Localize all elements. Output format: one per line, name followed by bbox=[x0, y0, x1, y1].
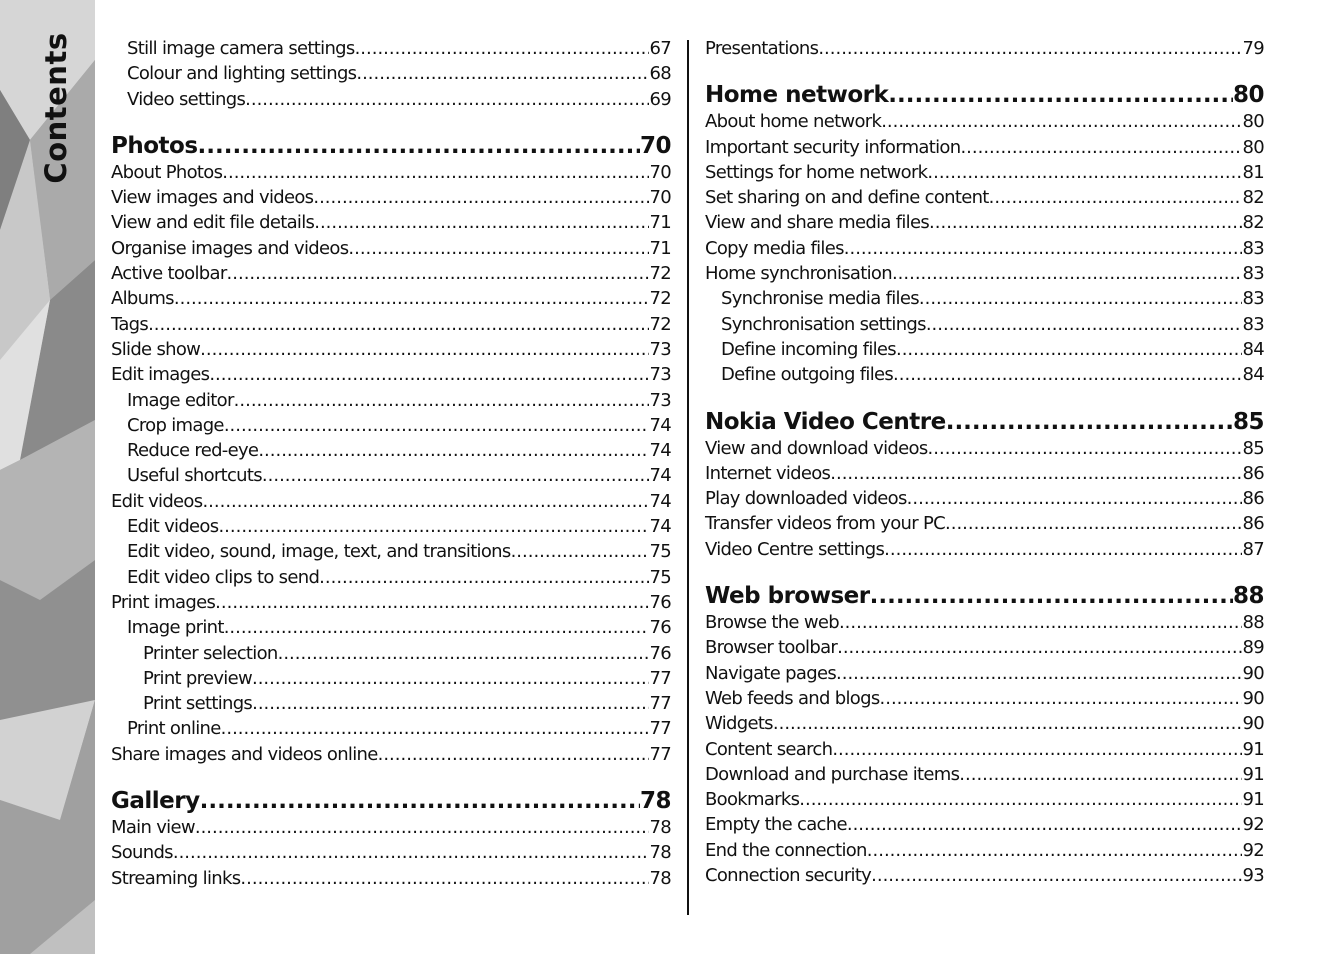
toc-page-number: 78 bbox=[649, 817, 671, 839]
toc-entry-title: Settings for home network bbox=[705, 161, 928, 183]
toc-page-number: 71 bbox=[649, 237, 671, 259]
toc-entry bbox=[111, 565, 671, 590]
dot-leader bbox=[884, 537, 1242, 562]
dot-leader bbox=[258, 438, 649, 463]
toc-entry-title: Connection security bbox=[705, 865, 872, 887]
toc-entry bbox=[111, 185, 671, 210]
toc-page-number: 80 bbox=[1242, 136, 1264, 158]
toc-entry bbox=[705, 511, 1264, 536]
dot-leader bbox=[871, 863, 1242, 888]
dot-leader bbox=[799, 787, 1242, 812]
toc-entry bbox=[705, 337, 1264, 362]
toc-section-heading bbox=[705, 408, 1264, 436]
toc-entry-title: Widgets bbox=[705, 713, 773, 735]
toc-page-number: 74 bbox=[649, 516, 671, 538]
dot-leader bbox=[892, 261, 1243, 286]
toc-page-number: 70 bbox=[649, 187, 671, 209]
toc-page-number: 73 bbox=[649, 338, 671, 360]
toc-entry bbox=[705, 537, 1264, 562]
toc-entry-title: Video Centre settings bbox=[705, 538, 885, 560]
toc-entry bbox=[111, 815, 671, 840]
dot-leader bbox=[262, 463, 650, 488]
toc-entry bbox=[705, 838, 1264, 863]
toc-page-number: 75 bbox=[649, 541, 671, 563]
toc-entry bbox=[111, 666, 671, 691]
toc-page-number: 74 bbox=[649, 465, 671, 487]
dot-leader bbox=[837, 635, 1242, 660]
dot-leader bbox=[348, 236, 649, 261]
toc-page-number: 91 bbox=[1242, 789, 1264, 811]
toc-entry-title: Define outgoing files bbox=[721, 364, 894, 386]
toc-entry bbox=[111, 388, 671, 413]
toc-page-number: 93 bbox=[1242, 865, 1264, 887]
toc-page-number: 82 bbox=[1242, 212, 1264, 234]
toc-entry bbox=[705, 36, 1264, 61]
toc-page-number: 83 bbox=[1242, 288, 1264, 310]
toc-page-number: 84 bbox=[1242, 364, 1264, 386]
dot-leader bbox=[888, 81, 1233, 109]
dot-leader bbox=[227, 261, 650, 286]
dot-leader bbox=[870, 582, 1233, 610]
toc-entry bbox=[111, 312, 671, 337]
toc-page-number: 82 bbox=[1242, 187, 1264, 209]
toc-page-number: 75 bbox=[649, 566, 671, 588]
dot-leader bbox=[202, 489, 649, 514]
toc-entry-title: Edit images bbox=[111, 364, 210, 386]
toc-entry bbox=[705, 436, 1264, 461]
toc-page-number: 91 bbox=[1242, 763, 1264, 785]
toc-page-number: 84 bbox=[1242, 338, 1264, 360]
toc-page-number: 81 bbox=[1242, 161, 1264, 183]
toc-entry bbox=[705, 135, 1264, 160]
toc-section-heading bbox=[705, 81, 1264, 109]
toc-entry-title: Play downloaded videos bbox=[705, 488, 907, 510]
dot-leader bbox=[844, 236, 1243, 261]
dot-leader bbox=[927, 160, 1242, 185]
toc-entry-title: Browser toolbar bbox=[705, 637, 838, 659]
toc-entry bbox=[705, 863, 1264, 888]
dot-leader bbox=[926, 312, 1243, 337]
toc-entry-title: Web feeds and blogs bbox=[705, 687, 880, 709]
sidebar-title: Contents bbox=[39, 32, 73, 184]
toc-page-number: 76 bbox=[649, 591, 671, 613]
toc-entry-title: Image editor bbox=[127, 389, 234, 411]
dot-leader bbox=[960, 135, 1242, 160]
toc-page-number: 78 bbox=[639, 788, 671, 815]
toc-entry bbox=[111, 61, 671, 86]
toc-entry-title: End the connection bbox=[705, 839, 867, 861]
toc-entry bbox=[111, 236, 671, 261]
toc-entry-title: About Photos bbox=[111, 161, 223, 183]
toc-entry bbox=[111, 160, 671, 185]
toc-entry-title: View and download videos bbox=[705, 437, 928, 459]
toc-entry-title: Main view bbox=[111, 817, 195, 839]
dot-leader bbox=[218, 514, 649, 539]
dot-leader bbox=[240, 866, 649, 891]
toc-entry bbox=[111, 362, 671, 387]
toc-page-number: 90 bbox=[1242, 713, 1264, 735]
toc-page-number: 83 bbox=[1242, 313, 1264, 335]
toc-page-number: 77 bbox=[649, 718, 671, 740]
toc-page-number: 70 bbox=[639, 132, 671, 159]
dot-leader bbox=[919, 286, 1243, 311]
toc-page-number: 74 bbox=[649, 490, 671, 512]
dot-leader bbox=[252, 691, 649, 716]
toc-entry-title: Active toolbar bbox=[111, 263, 227, 285]
toc-page-number: 73 bbox=[649, 389, 671, 411]
toc-entry-title: Edit videos bbox=[127, 516, 219, 538]
toc-entry-title: Download and purchase items bbox=[705, 763, 960, 785]
dot-leader bbox=[174, 286, 650, 311]
toc-entry-title: Define incoming files bbox=[721, 338, 896, 360]
toc-page-number: 90 bbox=[1242, 662, 1264, 684]
toc-entry-title: Synchronise media files bbox=[721, 288, 919, 310]
toc-page-number: 91 bbox=[1242, 738, 1264, 760]
toc-entry bbox=[705, 661, 1264, 686]
toc-entry-title: Nokia Video Centre bbox=[705, 408, 946, 435]
toc-entry-title: Content search bbox=[705, 738, 833, 760]
toc-entry-title: Useful shortcuts bbox=[127, 465, 262, 487]
dot-leader bbox=[896, 337, 1243, 362]
dot-leader bbox=[929, 210, 1242, 235]
toc-entry-title: Still image camera settings bbox=[127, 38, 355, 59]
toc-entry-title: View and edit file details bbox=[111, 212, 315, 234]
toc-section-heading bbox=[705, 582, 1264, 610]
toc-page-number: 86 bbox=[1242, 488, 1264, 510]
dot-leader bbox=[234, 388, 650, 413]
toc-left-column bbox=[111, 36, 671, 891]
toc-entry bbox=[705, 610, 1264, 635]
toc-entry-title: Home network bbox=[705, 82, 889, 109]
toc-section-heading bbox=[111, 132, 671, 160]
toc-entry-title: Slide show bbox=[111, 338, 201, 360]
dot-leader bbox=[893, 362, 1242, 387]
toc-entry bbox=[111, 590, 671, 615]
toc-entry-title: Photos bbox=[111, 132, 198, 159]
toc-entry bbox=[111, 866, 671, 891]
toc-entry-title: Printer selection bbox=[143, 642, 278, 664]
toc-page-number: 80 bbox=[1232, 82, 1264, 109]
dot-leader bbox=[832, 737, 1242, 762]
toc-entry-title: Print images bbox=[111, 591, 216, 613]
toc-entry bbox=[111, 438, 671, 463]
toc-page-number: 70 bbox=[649, 161, 671, 183]
dot-leader bbox=[511, 539, 650, 564]
dot-leader bbox=[224, 413, 650, 438]
toc-entry-title: Image print bbox=[127, 617, 224, 639]
toc-entry bbox=[111, 286, 671, 311]
toc-entry-title: Print preview bbox=[143, 667, 252, 689]
dot-leader bbox=[198, 132, 640, 160]
dot-leader bbox=[245, 87, 649, 112]
toc-page-number: 71 bbox=[649, 212, 671, 234]
toc-page-number: 87 bbox=[1242, 538, 1264, 560]
toc-page-number: 86 bbox=[1242, 513, 1264, 535]
toc-page-number: 77 bbox=[649, 667, 671, 689]
toc-entry bbox=[705, 210, 1264, 235]
toc-entry-title: Transfer videos from your PC bbox=[705, 513, 945, 535]
dot-leader bbox=[195, 815, 650, 840]
dot-leader bbox=[830, 461, 1242, 486]
toc-page-number: 69 bbox=[649, 88, 671, 110]
toc-page-number: 77 bbox=[649, 693, 671, 715]
toc-page-number: 76 bbox=[649, 642, 671, 664]
toc-page-number: 78 bbox=[649, 867, 671, 889]
toc-entry-title: Copy media files bbox=[705, 237, 844, 259]
toc-entry bbox=[705, 737, 1264, 762]
dot-leader bbox=[946, 408, 1233, 436]
toc-entry bbox=[705, 362, 1264, 387]
column-divider bbox=[687, 40, 689, 915]
toc-page-number: 80 bbox=[1242, 111, 1264, 133]
toc-entry-title: Organise images and videos bbox=[111, 237, 349, 259]
toc-entry-title: Presentations bbox=[705, 38, 819, 59]
dot-leader bbox=[818, 36, 1242, 61]
dot-leader bbox=[836, 661, 1242, 686]
dot-leader bbox=[319, 565, 649, 590]
toc-page-number: 88 bbox=[1232, 583, 1264, 610]
toc-entry bbox=[705, 461, 1264, 486]
toc-entry bbox=[705, 261, 1264, 286]
toc-entry bbox=[705, 160, 1264, 185]
toc-page-number: 88 bbox=[1242, 612, 1264, 634]
toc-entry bbox=[111, 641, 671, 666]
dot-leader bbox=[773, 711, 1243, 736]
toc-entry-title: View images and videos bbox=[111, 187, 314, 209]
toc-entry bbox=[111, 36, 671, 61]
toc-entry-title: About home network bbox=[705, 111, 882, 133]
dot-leader bbox=[880, 686, 1243, 711]
toc-entry bbox=[111, 514, 671, 539]
toc-page-number: 86 bbox=[1242, 462, 1264, 484]
toc-entry bbox=[111, 539, 671, 564]
dot-leader bbox=[907, 486, 1243, 511]
toc-page-number: 90 bbox=[1242, 687, 1264, 709]
toc-entry bbox=[111, 840, 671, 865]
sidebar-decoration bbox=[0, 0, 95, 954]
toc-page-number: 83 bbox=[1242, 237, 1264, 259]
toc-entry-title: Edit video, sound, image, text, and transitions bbox=[127, 541, 511, 563]
dot-leader bbox=[215, 590, 649, 615]
toc-entry bbox=[705, 686, 1264, 711]
toc-entry-title: Internet videos bbox=[705, 462, 831, 484]
toc-entry-title: Crop image bbox=[127, 414, 224, 436]
toc-page-number: 72 bbox=[649, 263, 671, 285]
toc-page-number: 77 bbox=[649, 743, 671, 765]
dot-leader bbox=[959, 762, 1242, 787]
dot-leader bbox=[278, 641, 650, 666]
toc-page-number: 67 bbox=[649, 38, 671, 59]
toc-page-number: 72 bbox=[649, 288, 671, 310]
toc-section-heading bbox=[111, 787, 671, 815]
dot-leader bbox=[200, 337, 649, 362]
toc-entry bbox=[111, 463, 671, 488]
toc-entry-title: Empty the cache bbox=[705, 814, 847, 836]
dot-leader bbox=[355, 36, 650, 61]
toc-page-number: 74 bbox=[649, 414, 671, 436]
toc-entry-title: Edit video clips to send bbox=[127, 566, 320, 588]
toc-entry-title: Edit videos bbox=[111, 490, 203, 512]
toc-page-number: 74 bbox=[649, 440, 671, 462]
dot-leader bbox=[209, 362, 649, 387]
dot-leader bbox=[148, 312, 649, 337]
toc-entry-title: Navigate pages bbox=[705, 662, 836, 684]
toc-entry-title: Video settings bbox=[127, 88, 246, 110]
toc-entry bbox=[111, 489, 671, 514]
toc-entry bbox=[705, 711, 1264, 736]
toc-entry bbox=[705, 109, 1264, 134]
dot-leader bbox=[222, 160, 649, 185]
toc-entry bbox=[705, 236, 1264, 261]
dot-leader bbox=[928, 436, 1243, 461]
toc-entry-title: Important security information bbox=[705, 136, 961, 158]
toc-page-number: 85 bbox=[1232, 408, 1264, 435]
toc-page-number: 72 bbox=[649, 313, 671, 335]
toc-entry bbox=[705, 286, 1264, 311]
toc-entry bbox=[705, 312, 1264, 337]
dot-leader bbox=[224, 615, 650, 640]
toc-page-number: 79 bbox=[1242, 38, 1264, 59]
toc-entry bbox=[111, 337, 671, 362]
toc-page-number: 68 bbox=[649, 63, 671, 85]
toc-entry bbox=[111, 413, 671, 438]
dot-leader bbox=[314, 210, 649, 235]
toc-entry bbox=[705, 185, 1264, 210]
toc-entry bbox=[111, 87, 671, 112]
toc-entry-title: Print online bbox=[127, 718, 221, 740]
toc-entry bbox=[111, 716, 671, 741]
toc-page-number: 92 bbox=[1242, 814, 1264, 836]
toc-entry-title: Set sharing on and define content bbox=[705, 187, 989, 209]
toc-entry bbox=[705, 787, 1264, 812]
toc-entry-title: Tags bbox=[111, 313, 149, 335]
dot-leader bbox=[221, 716, 650, 741]
toc-right-column bbox=[705, 36, 1264, 888]
dot-leader bbox=[378, 742, 650, 767]
toc-entry-title: Albums bbox=[111, 288, 174, 310]
toc-entry bbox=[111, 261, 671, 286]
toc-entry-title: Print settings bbox=[143, 693, 253, 715]
toc-entry bbox=[111, 210, 671, 235]
toc-entry-title: Gallery bbox=[111, 788, 200, 815]
dot-leader bbox=[945, 511, 1242, 536]
toc-entry-title: Web browser bbox=[705, 583, 870, 610]
dot-leader bbox=[867, 838, 1243, 863]
toc-page-number: 83 bbox=[1242, 263, 1264, 285]
toc-page-number: 76 bbox=[649, 617, 671, 639]
dot-leader bbox=[839, 610, 1243, 635]
toc-entry-title: Browse the web bbox=[705, 612, 839, 634]
toc-entry-title: Sounds bbox=[111, 842, 173, 864]
toc-entry-title: Home synchronisation bbox=[705, 263, 892, 285]
toc-entry-title: Streaming links bbox=[111, 867, 241, 889]
toc-entry-title: View and share media files bbox=[705, 212, 930, 234]
dot-leader bbox=[881, 109, 1242, 134]
toc-entry-title: Reduce red-eye bbox=[127, 440, 259, 462]
toc-entry-title: Synchronisation settings bbox=[721, 313, 926, 335]
toc-entry bbox=[111, 691, 671, 716]
toc-entry-title: Colour and lighting settings bbox=[127, 63, 357, 85]
toc-page-number: 85 bbox=[1242, 437, 1264, 459]
toc-entry bbox=[705, 486, 1264, 511]
dot-leader bbox=[200, 787, 640, 815]
toc-entry bbox=[111, 615, 671, 640]
toc-entry bbox=[705, 812, 1264, 837]
toc-entry bbox=[111, 742, 671, 767]
toc-entry bbox=[705, 762, 1264, 787]
toc-page-number: 73 bbox=[649, 364, 671, 386]
toc-page-number: 92 bbox=[1242, 839, 1264, 861]
toc-entry bbox=[705, 635, 1264, 660]
toc-page-number: 78 bbox=[649, 842, 671, 864]
dot-leader bbox=[989, 185, 1243, 210]
toc-entry-title: Bookmarks bbox=[705, 789, 800, 811]
dot-leader bbox=[173, 840, 650, 865]
dot-leader bbox=[356, 61, 649, 86]
dot-leader bbox=[847, 812, 1243, 837]
dot-leader bbox=[313, 185, 649, 210]
toc-page-number: 89 bbox=[1242, 637, 1264, 659]
dot-leader bbox=[252, 666, 650, 691]
toc-entry-title: Share images and videos online bbox=[111, 743, 378, 765]
